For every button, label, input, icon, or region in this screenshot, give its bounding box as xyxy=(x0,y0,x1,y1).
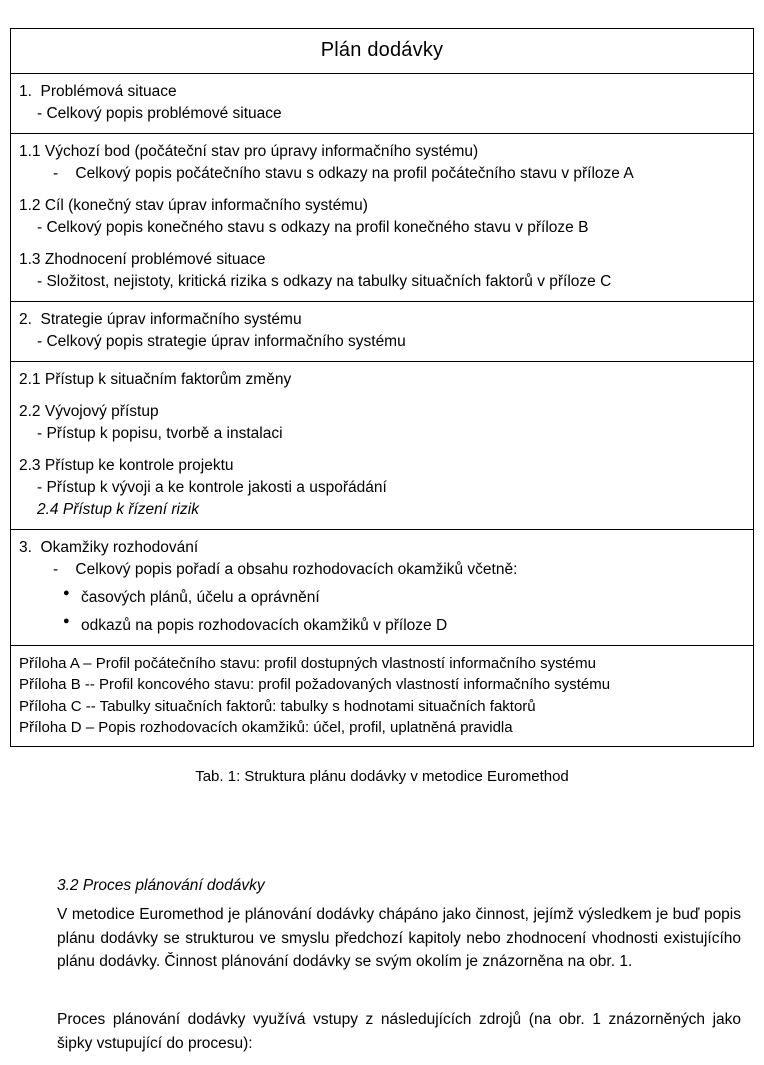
line: - Přístup k popisu, tvorbě a instalaci xyxy=(37,425,283,442)
section-block-2-1 xyxy=(11,362,753,529)
list-item: ● časových plánů, účelu a oprávnění xyxy=(19,587,745,609)
body-paragraph-2: Proces plánování dodávky využívá vstupy z následujících zdrojů (na obr. 1 znázorněných jako šipky vstupující do procesu): xyxy=(57,1011,741,1052)
section-block-1 xyxy=(11,74,753,133)
table-title-row xyxy=(11,29,753,74)
line: Příloha D – Popis rozhodovacích okamžiků: účel, profil, uplatněná pravidla xyxy=(19,718,513,736)
line: 2.4 Přístup k řízení rizik xyxy=(37,501,199,518)
table-row xyxy=(11,134,753,302)
table-title: Plán dodávky xyxy=(320,39,444,61)
section-heading: 3.2 Proces plánování dodávky xyxy=(57,877,265,894)
body-paragraph-1: V metodice Euromethod je plánování dodávky chápáno jako činnost, jejímž výsledkem je buď popis plánu dodávky se strukturou ve smyslu předchozí kapitoly nebo zhodnocení vhodnosti existujícího plánu dodávky. Činnost plánování dodávky se svým okolím je znázorněna na obr. 1. xyxy=(57,906,741,971)
line: 1.1 Výchozí bod (počáteční stav pro úpravy informačního systému) xyxy=(19,143,479,160)
table-row xyxy=(11,302,753,362)
line: 2.1 Přístup k situačním faktorům změny xyxy=(19,371,292,388)
line: 2. Strategie úprav informačního systému xyxy=(19,311,302,328)
section-block-prilohy xyxy=(11,646,753,746)
line: 3. Okamžiky rozhodování xyxy=(19,539,199,556)
line: 2.3 Přístup ke kontrole projektu xyxy=(19,457,234,474)
line: Příloha B -- Profil koncového stavu: profil požadovaných vlastností informačního systému xyxy=(19,676,611,694)
line: Příloha C -- Tabulky situačních faktorů: tabulky s hodnotami situačních faktorů xyxy=(19,697,536,715)
table-row xyxy=(11,646,753,746)
line: - Složitost, nejistoty, kritická rizika s odkazy na tabulky situačních faktorů v příloze C xyxy=(37,273,612,290)
line: 2.2 Vývojový přístup xyxy=(19,403,159,420)
line: - Celkový popis konečného stavu s odkazy na profil konečného stavu v příloze B xyxy=(37,219,589,236)
table-row xyxy=(11,362,753,530)
spacer xyxy=(19,185,745,195)
delivery-plan-table xyxy=(10,28,754,747)
list-item: ● odkazů na popis rozhodovacích okamžiků v příloze D xyxy=(19,615,745,637)
table-caption: Tab. 1: Struktura plánu dodávky v metodice Euromethod xyxy=(195,768,569,785)
line: 1.2 Cíl (konečný stav úprav informačního systému) xyxy=(19,197,368,214)
line: - Přístup k vývoji a ke kontrole jakosti a uspořádání xyxy=(37,479,387,496)
section-block-3 xyxy=(11,530,753,645)
line: - Celkový popis pořadí a obsahu rozhodovacích okamžiků včetně: xyxy=(53,561,518,578)
line: - Celkový popis strategie úprav informačního systému xyxy=(37,333,406,350)
line: 1.3 Zhodnocení problémové situace xyxy=(19,251,266,268)
section-block-2 xyxy=(11,302,753,361)
table-row xyxy=(11,530,753,646)
line: - Celkový popis počátečního stavu s odkazy na profil počátečního stavu v příloze A xyxy=(53,165,634,182)
line: Příloha A – Profil počátečního stavu: profil dostupných vlastností informačního systému xyxy=(19,655,596,672)
line: - Celkový popis problémové situace xyxy=(37,105,282,122)
spacer xyxy=(19,445,745,455)
section-block-1-1 xyxy=(11,134,753,301)
spacer xyxy=(19,391,745,401)
table-row xyxy=(11,74,753,134)
spacer xyxy=(19,239,745,249)
line: 1. Problémová situace xyxy=(19,83,177,100)
